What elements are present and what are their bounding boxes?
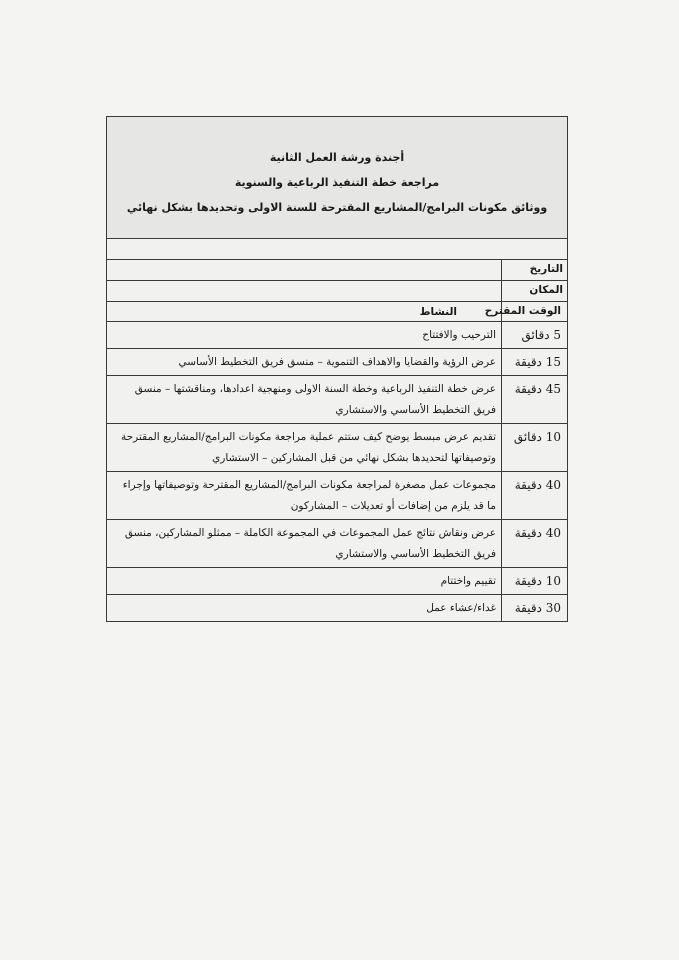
table-row [107, 472, 567, 520]
date-row [107, 260, 567, 281]
date-label: التاريخ [501, 260, 567, 280]
table-row [107, 595, 567, 621]
row-time: 15 دقيقة [501, 349, 567, 375]
table-row [107, 349, 567, 376]
row-time: 45 دقيقة [501, 376, 567, 423]
place-row [107, 281, 567, 302]
time-column-header: الوقت المقترح [501, 302, 567, 321]
table-row [107, 376, 567, 424]
row-time: 30 دقيقة [501, 595, 567, 621]
place-value [107, 281, 501, 301]
blank-row [107, 239, 567, 260]
table-row [107, 520, 567, 568]
row-activity: مجموعات عمل مصغرة لمراجعة مكونات البرامج/المشاريع المقترحة وتوصيفاتها وإجراء ما قد يلزم من إضافات أو تعديلات – المشاركون [122, 479, 496, 512]
row-time: 40 دقيقة [501, 520, 567, 567]
agenda-subtitle-2: ووثائق مكونات البرامج/المشاريع المقترحة للسنة الاولى وتحديدها بشكل نهائي [126, 201, 548, 214]
agenda-frame [106, 116, 568, 622]
row-activity: عرض ونقاش نتائج عمل المجموعات في المجموعة الكاملة – ممثلو المشاركين، منسق فريق التخطيط الأساسي والاستشاري [124, 527, 496, 560]
agenda-header [107, 117, 567, 239]
row-time: 40 دقيقة [501, 472, 567, 519]
row-time: 10 دقائق [501, 424, 567, 471]
agenda-subtitle: مراجعة خطة التنفيذ الرباعية والسنوية [234, 176, 440, 189]
place-label: المكان [501, 281, 567, 301]
row-activity: عرض الرؤية والقضايا والاهداف التنموية – منسق فريق التخطيط الأساسي [178, 356, 496, 368]
row-time: 5 دقائق [501, 322, 567, 348]
row-activity: تقييم واختتام [440, 575, 496, 587]
table-row [107, 424, 567, 472]
table-row [107, 322, 567, 349]
row-activity: عرض خطة التنفيذ الرباعية وخطة السنة الاولى ومنهجية اعدادها، ومناقشتها – منسق فريق التخطيط الأساسي والاستشاري [134, 383, 496, 416]
row-activity: تقديم عرض مبسط يوضح كيف ستتم عملية مراجعة مكونات البرامج/المشاريع المقترحة وتوصيفاتها لتحديدها بشكل نهائي من قبل المشاركين – الاستشاري [121, 431, 496, 464]
row-activity: غداء/عشاء عمل [426, 602, 496, 614]
date-value [107, 260, 501, 280]
table-row [107, 568, 567, 595]
row-time: 10 دقيقة [501, 568, 567, 594]
activity-column-header: النشاط [419, 306, 457, 318]
table-header-row [107, 302, 567, 322]
row-activity: الترحيب والافتتاح [422, 329, 496, 341]
agenda-title: أجندة ورشة العمل الثانية [269, 151, 405, 164]
